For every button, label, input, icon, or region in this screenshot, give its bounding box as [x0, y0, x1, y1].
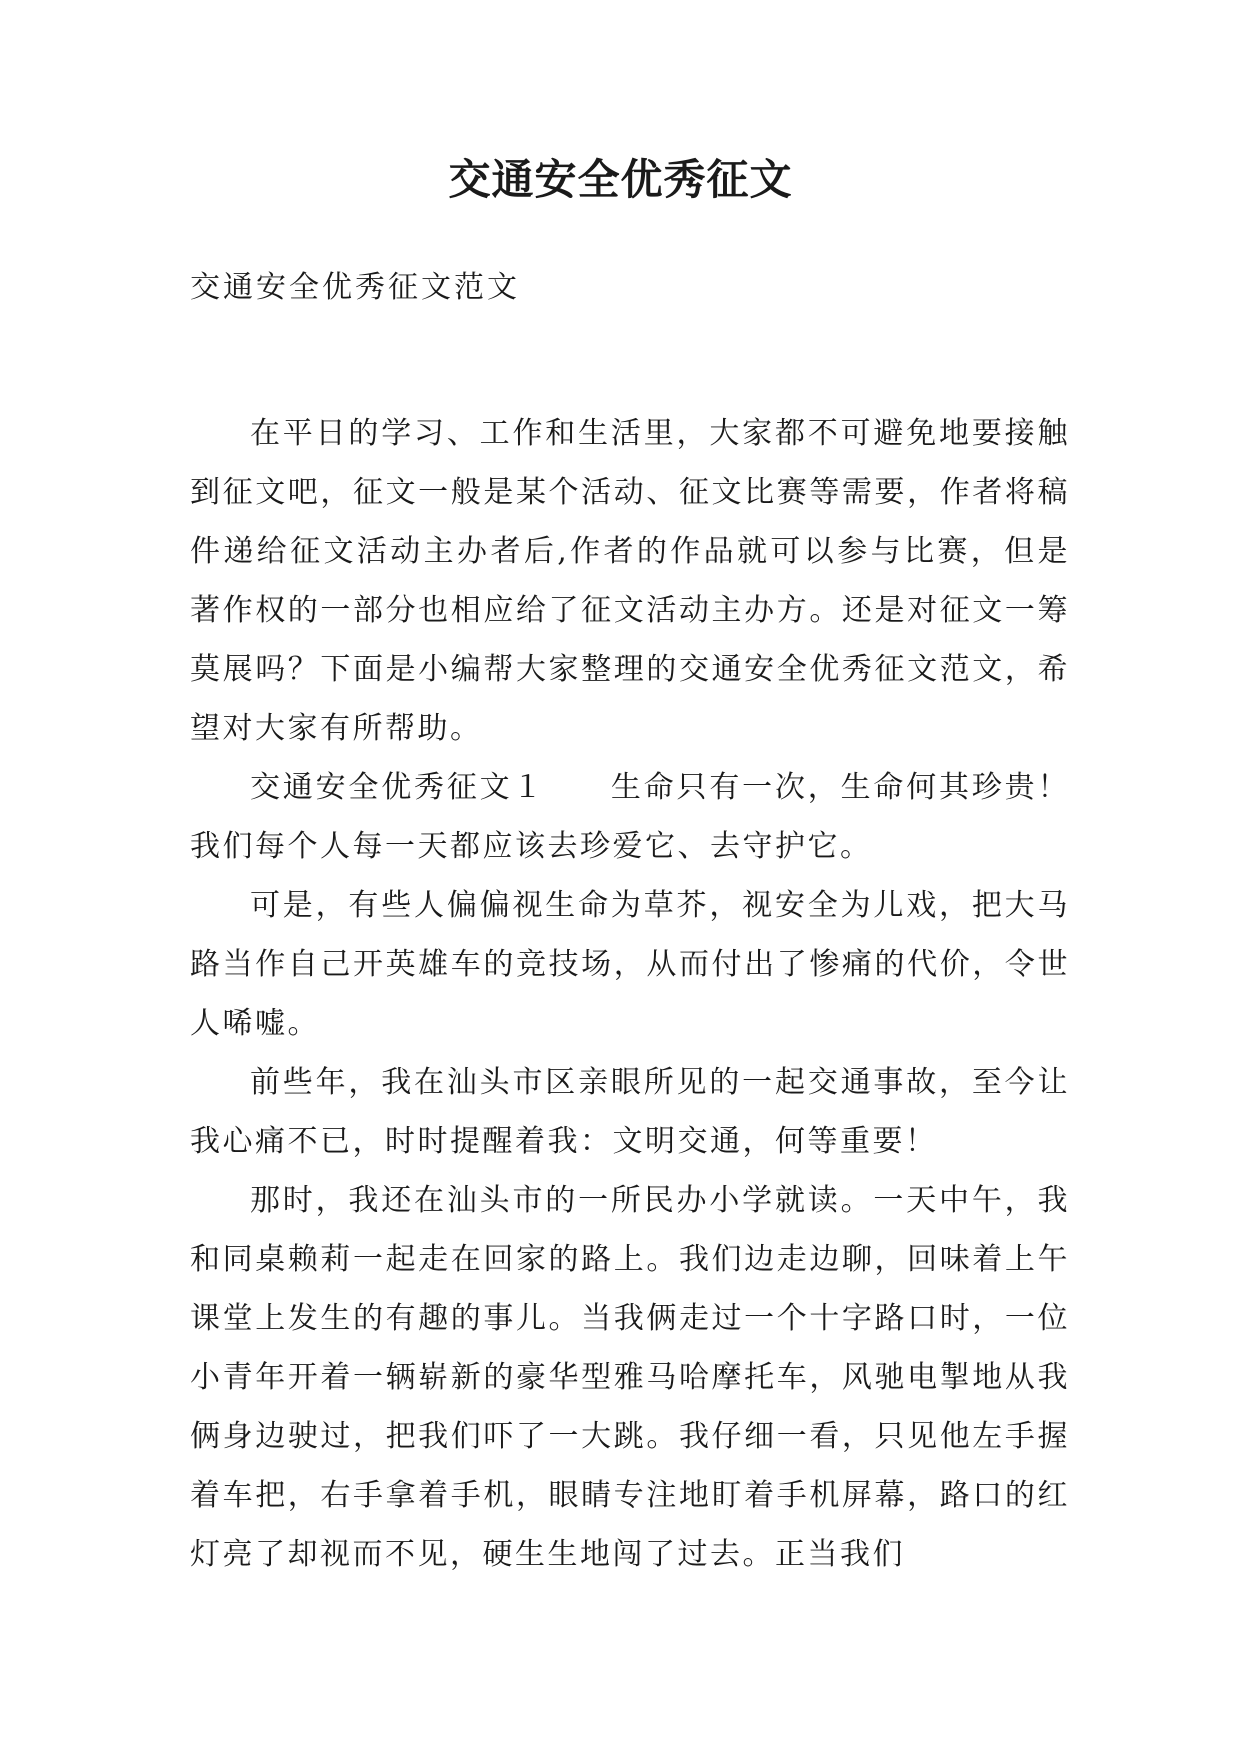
document-body [190, 404, 1070, 1584]
paragraph-intro: 在平日的学习、工作和生活里，大家都不可避免地要接触到征文吧，征文一般是某个活动、征文比赛等需要，作者将稿件递给征文活动主办者后,作者的作品就可以参与比赛，但是著作权的一部分也相应给了征文活动主办方。还是对征文一筹莫展吗？下面是小编帮大家整理的交通安全优秀征文范文，希望对大家有所帮助。 [190, 416, 1070, 746]
paragraph-accident-memory: 前些年，我在汕头市区亲眼所见的一起交通事故，至今让我心痛不已，时时提醒着我：文明交通，何等重要！ [190, 1065, 1070, 1159]
paragraph-essay-1-opening: 交通安全优秀征文１ 生命只有一次，生命何其珍贵！我们每个人每一天都应该去珍爱它、去守护它。 [190, 770, 1070, 864]
paragraph-some-people: 可是，有些人偏偏视生命为草芥，视安全为儿戏，把大马路当作自己开英雄车的竞技场，从而付出了惨痛的代价，令世人唏嘘。 [190, 888, 1070, 1041]
document-subtitle: 交通安全优秀征文范文 [190, 270, 520, 305]
page-title: 交通安全优秀征文 [448, 155, 793, 204]
paragraph-school-story: 那时，我还在汕头市的一所民办小学就读。一天中午，我和同桌赖莉一起走在回家的路上。我们边走边聊，回味着上午课堂上发生的有趣的事儿。当我俩走过一个十字路口时，一位小青年开着一辆崭新的豪华型雅马哈摩托车，风驰电掣地从我俩身边驶过，把我们吓了一大跳。我仔细一看，只见他左手握着车把，右手拿着手机，眼睛专注地盯着手机屏幕，路口的红灯亮了却视而不见，硬生生地闯了过去。正当我们 [190, 1183, 1070, 1572]
